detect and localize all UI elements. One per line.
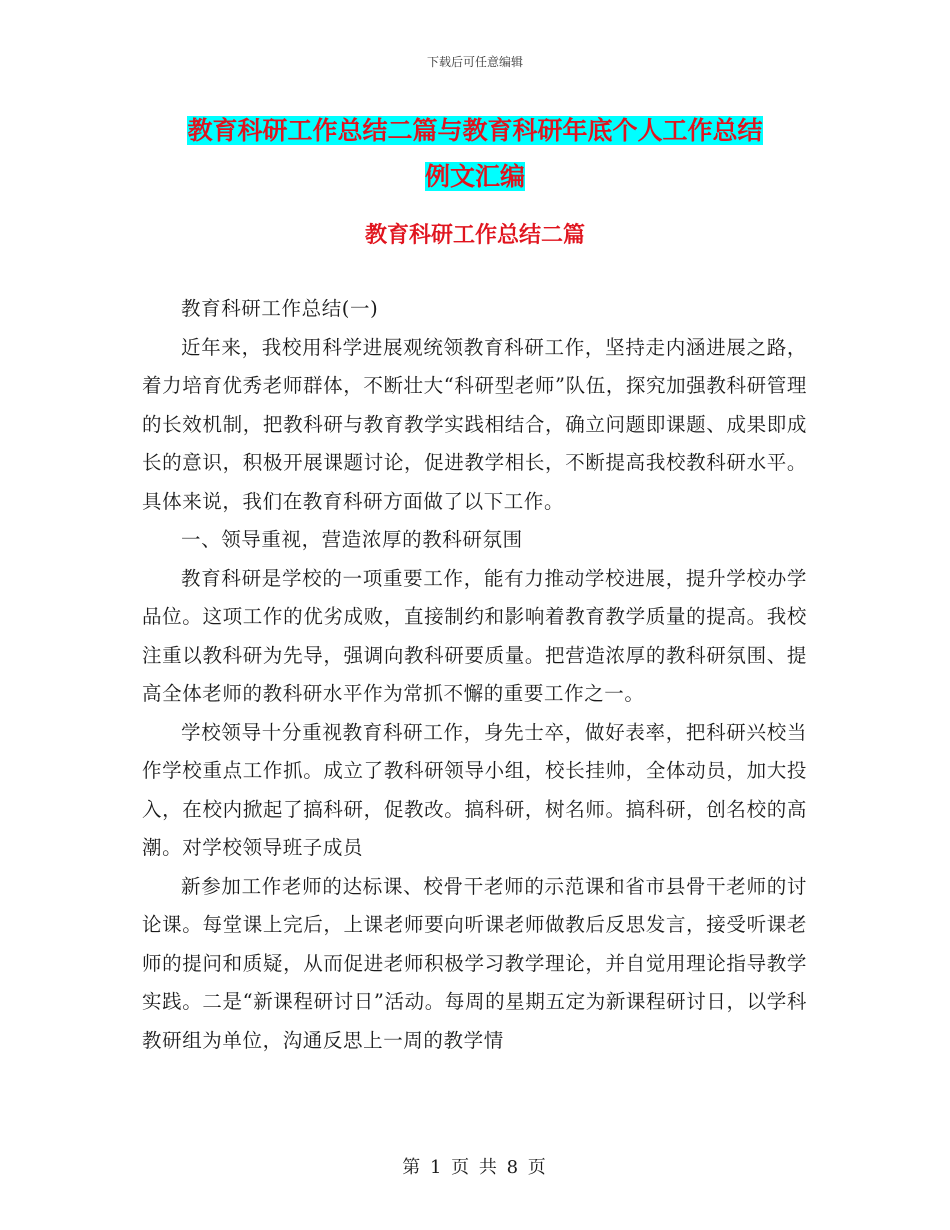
paragraph-heading: 一、领导重视，营造浓厚的教科研氛围 xyxy=(181,528,523,551)
body-text xyxy=(142,290,807,1060)
title-line-1: 教育科研工作总结二篇与教育科研年底个人工作总结 xyxy=(187,116,763,145)
paragraph-subheading: 教育科研工作总结(一) xyxy=(181,297,379,320)
paragraph: 新参加工作老师的达标课、校骨干老师的示范课和省市县骨干老师的讨论课。每堂课上完后，上课老师要向听课老师做教后反思发言，接受听课老师的提问和质疑，从而促进老师积极学习教学理论，并自觉用理论指导教学实践。二是“新课程研讨日”活动。每周的星期五定为新课程研讨日，以学科教研组为单位，沟通反思上一周的教学情 xyxy=(142,874,807,1052)
page-footer: 第 1 页 共 8 页 xyxy=(402,1157,548,1178)
paragraph: 近年来，我校用科学进展观统领教育科研工作，坚持走内涵进展之路，着力培育优秀老师群体，不断壮大“科研型老师”队伍，探究加强教科研管理的长效机制，把教科研与教育教学实践相结合，确立问题即课题、成果即成长的意识，积极开展课题讨论，促进教学相长，不断提高我校教科研水平。具体来说，我们在教育科研方面做了以下工作。 xyxy=(142,335,807,513)
header-note: 下载后可任意编辑 xyxy=(426,55,523,69)
paragraph: 教育科研是学校的一项重要工作，能有力推动学校进展，提升学校办学品位。这项工作的优劣成败，直接制约和影响着教育教学质量的提高。我校注重以教科研为先导，强调向教科研要质量。把营造浓厚的教科研氛围、提高全体老师的教科研水平作为常抓不懈的重要工作之一。 xyxy=(142,566,807,705)
title-line-2: 例文汇编 xyxy=(424,162,525,191)
paragraph: 学校领导十分重视教育科研工作，身先士卒，做好表率，把科研兴校当作学校重点工作抓。成立了教科研领导小组，校长挂帅，全体动员，加大投入，在校内掀起了搞科研，促教改。搞科研，树名师。搞科研，创名校的高潮。对学校领导班子成员 xyxy=(142,720,807,859)
document-title xyxy=(140,108,810,200)
section-title: 教育科研工作总结二篇 xyxy=(364,223,585,248)
